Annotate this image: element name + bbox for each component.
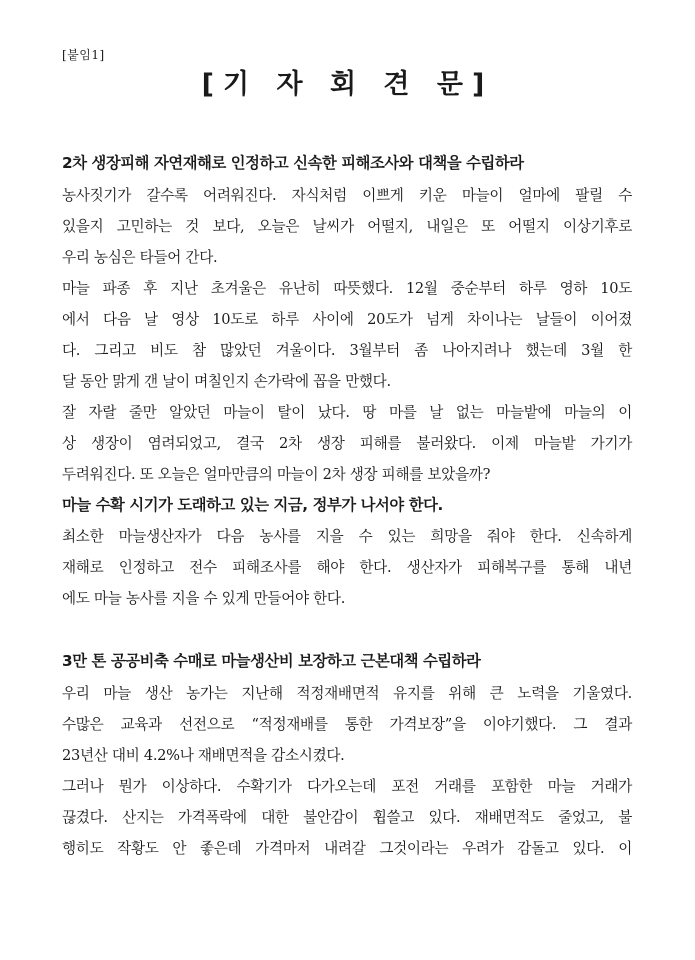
text-line: 수많은 교육과 선전으로 “적정재배를 통한 가격보장”을 이야기했다. 그 결과 xyxy=(62,716,632,733)
section1-subheading: 마늘 수확 시기가 도래하고 있는 지금, 정부가 나서야 한다. xyxy=(62,496,443,514)
document-body xyxy=(62,146,632,864)
text-line: 재해로 인정하고 전수 피해조사를 해야 한다. 생산자가 피해복구를 통해 내년 xyxy=(62,559,632,576)
text-line: 마늘 파종 후 지난 초겨울은 유난히 따뜻했다. 12월 중순부터 하루 영하 10도 xyxy=(62,280,632,297)
section-divider-space xyxy=(62,614,632,644)
text-line: 다. 그리고 비도 참 많았던 겨울이다. 3월부터 좀 나아지려나 했는데 3월 한 xyxy=(62,342,632,359)
text-line: 최소한 마늘생산자가 다음 농사를 지을 수 있는 희망을 줘야 한다. 신속하게 xyxy=(62,528,632,545)
text-line: 상 생장이 염려되었고, 결국 2차 생장 피해를 불러왔다. 이제 마늘밭 가기가 xyxy=(62,435,632,452)
text-line: 우리 마늘 생산 농가는 지난해 적정재배면적 유지를 위해 큰 노력을 기울였다. xyxy=(62,685,632,702)
text-line: 에도 마늘 농사를 지을 수 있게 만들어야 한다. xyxy=(62,590,346,607)
text-line: 달 동안 맑게 갠 날이 며칠인지 손가락에 꼽을 만했다. xyxy=(62,373,391,390)
section2-heading: 3만 톤 공공비축 수매로 마늘생산비 보장하고 근본대책 수립하라 xyxy=(62,652,481,670)
attachment-label: [붙임1] xyxy=(62,48,105,62)
text-line: 두려워진다. 또 오늘은 얼마만큼의 마늘이 2차 생장 피해를 보았을까? xyxy=(62,466,491,483)
text-line: 농사짓기가 갈수록 어려워진다. 자식처럼 이쁘게 키운 마늘이 얼마에 팔릴 수 xyxy=(62,187,632,204)
section1-paragraph-3 xyxy=(62,397,632,490)
text-line: 행히도 작황도 안 좋은데 가격마저 내려갈 그것이라는 우려가 감돌고 있다. 이 xyxy=(62,840,632,857)
section2-paragraph-1 xyxy=(62,678,632,771)
text-line: 에서 다음 날 영상 10도로 하루 사이에 20도가 넘게 차이나는 날들이 이어졌 xyxy=(62,311,632,328)
text-line: 우리 농심은 타들어 간다. xyxy=(62,249,218,266)
text-line: 끊겼다. 산지는 가격폭락에 대한 불안감이 휩쓸고 있다. 재배면적도 줄었고, 불 xyxy=(62,809,632,826)
text-line: 23년산 대비 4.2%나 재배면적을 감소시켰다. xyxy=(62,747,345,764)
document-title: [기 자 회 견 문] xyxy=(201,69,494,100)
section2-paragraph-2 xyxy=(62,771,632,864)
section1-paragraph-4 xyxy=(62,521,632,614)
text-line: 그러나 뭔가 이상하다. 수확기가 다가오는데 포전 거래를 포함한 마늘 거래가 xyxy=(62,778,632,795)
text-line: 있을지 고민하는 것 보다, 오늘은 날씨가 어떨지, 내일은 또 어떨지 이상기후로 xyxy=(62,218,632,235)
section1-heading: 2차 생장피해 자연재해로 인정하고 신속한 피해조사와 대책을 수립하라 xyxy=(62,154,524,172)
section1-paragraph-1 xyxy=(62,180,632,273)
section1-paragraph-2 xyxy=(62,273,632,397)
text-line: 잘 자랄 줄만 알았던 마늘이 탈이 났다. 땅 마를 날 없는 마늘밭에 마늘의 이 xyxy=(62,404,632,421)
